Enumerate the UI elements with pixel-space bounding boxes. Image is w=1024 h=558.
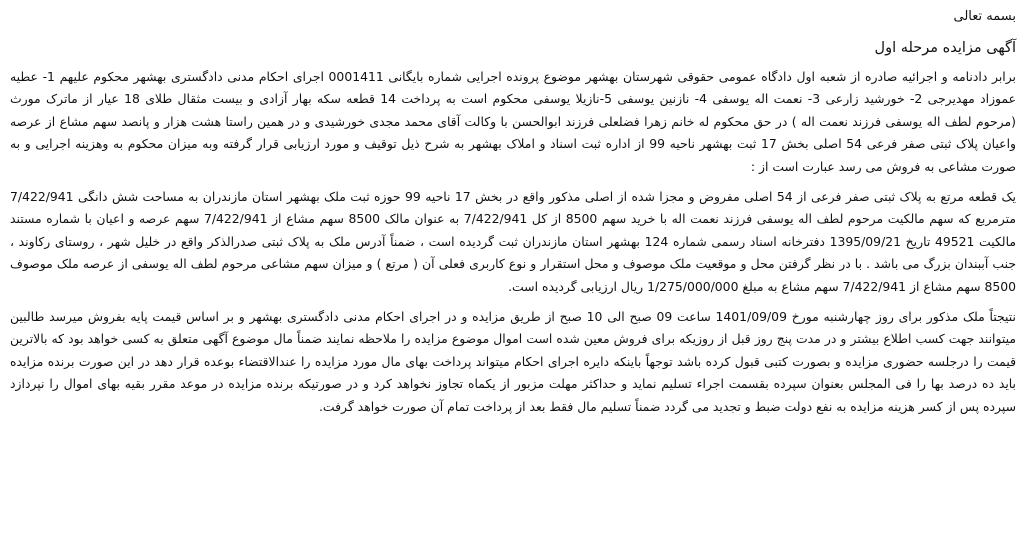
basmala-heading: بسمه تعالی [953, 9, 1016, 24]
notice-paragraph-judgment: برابر دادنامه و اجرائیه صادره از شعبه اول دادگاه عمومی حقوقی شهرستان بهشهر موضوع پرونده اجرایی شماره بایگانی 0001411 اجرای احکام مدنی دادگستری بهشهر محکوم علیهم 1- عطیه عموزاد مهدیرجی 2- خورشید زارعی 3- نعمت اله یوسفی 4- نازنین یوسفی 5-نازیلا یوسفی محکوم است به پرداخت 14 قطعه سکه بهار آزادی و بیست مثقال طلای 18 عیار از ماترک مورث (مرحوم لطف اله یوسفی فرزند نعمت اله ) در حق محکوم له خانم زهرا فضلعلی فرزند ابوالحسن با وکالت آقای محمد مجدی خورشیدی و در همین راستا هشت هزار و پانصد سهم مشاع از عرصه واعیان پلاک ثبتی صفر فرعی 54 اصلی بخش 17 ثبت بهشهر ناحیه 99 از اداره ثبت اسناد و املاک بهشهر به شرح ذیل توقیف و مورد ارزیابی قرار گرفته وبه میزان محکوم به وهزینه اجرایی و به صورت مشاعی به فروش می رسد عبارت است از : [10, 69, 1017, 174]
notice-paragraph-property: یک قطعه مرتع به پلاک ثبتی صفر فرعی از 54 اصلی مفروض و مجزا شده از اصلی مذکور واقع در بخش 17 ناحیه 99 حوزه ثبت ملک بهشهر استان مازندران به مساحت شش دانگی 7/422/941 مترمربع که سهم مالکیت مرحوم لطف اله یوسفی فرزند نعمت اله با خرید سهم 8500 از کل 7/422/941 به عنوان مالک 8500 سهم مشاع از 7/422/941 سهم عرصه و اعیان با شماره مستند مالکیت 49521 تاریخ 1395/09/21 دفترخانه اسناد رسمی شماره 124 بهشهر استان مازندران ثبت گردیده است ، ضمناً آدرس ملک به پلاک ثبتی صدرالذکر واقع در خلیل شهر ، روستای رکاوند ، جنب آببندان بزرگ می باشد . با در نظر گرفتن محل و موقعیت ملک موصوف و محل استقرار و نوع کاربری فعلی آن ( مرتع ) و میزان سهم مشاعی مرحوم لطف اله یوسفی از عرصه ملک موصوف 8500 سهم مشاع از 7/422/941 سهم مشاع به مبلغ 1/275/000/000 ریال ارزیابی گردیده است. [10, 189, 1017, 294]
notice-title: آگهی مزایده مرحله اول [874, 40, 1016, 56]
notice-paragraph-auction-terms: نتیجتاً ملک مذکور برای روز چهارشنبه مورخ 1401/09/09 ساعت 09 صبح الی 10 صبح از طریق مزایده و در اجرای احکام مدنی دادگستری بهشهر و بر اساس قیمت پایه بفروش میرسد طالبین میتوانند جهت کسب اطلاع بیشتر و در مدت پنج روز قبل از روزیکه برای فروش معین شده است اموال موضوع مزایده را ملاحظه نمایند ضمناً مال موضوع آگهی متعلق به کسی خواهد بود که بالاترین قیمت را درجلسه حضوری مزایده و بصورت کتبی قبول کرده باشد توجهاً باینکه دایره اجرای احکام میتواند پرداخت بهای مال مورد مزایده را عندالاقتضاء بوعده قرار دهد در این صورت برنده مزایده باید ده درصد بها را فی المجلس بعنوان سپرده بقسمت اجراء تسلیم نماید و حداکثر مهلت مزبور از یکماه تجاوز نخواهد کرد و در صورتیکه برنده مزایده در موعد مقرر بقیه بهای اموال را نپردازد سپرده پس از کسر هزینه مزایده به نفع دولت ضبط و تجدید می گردد ضمناً تسلیم مال فقط بعد از پرداخت تمام آن صورت خواهد گرفت. [10, 309, 1016, 414]
